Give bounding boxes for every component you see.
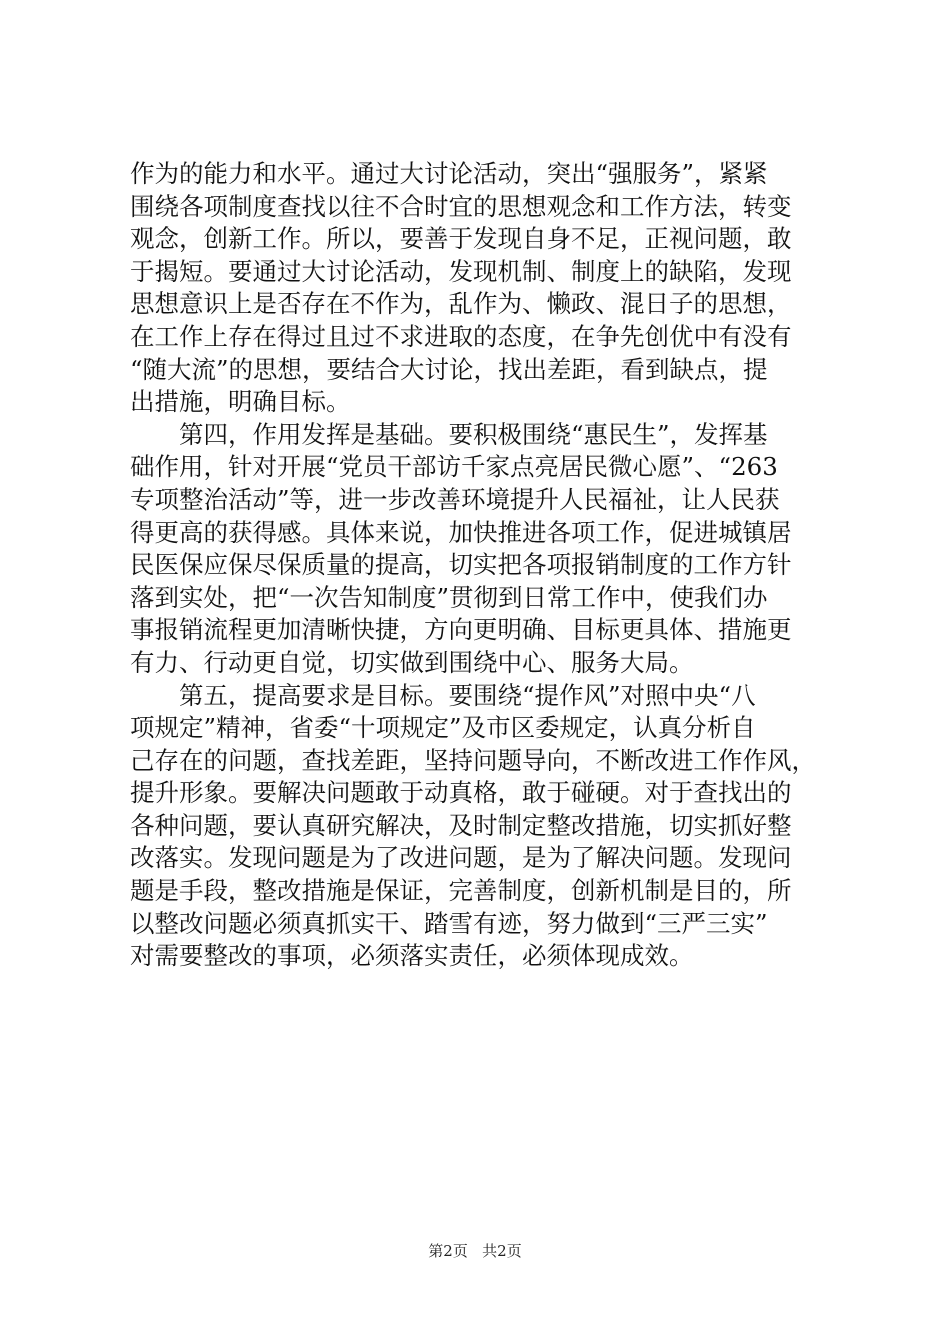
text-line: 在工作上存在得过且过不求进取的态度，在争先创优中有没有 [130, 321, 792, 351]
text-line: 思想意识上是否存在不作为，乱作为、懒政、混日子的思想， [130, 289, 792, 319]
footer-spacer [473, 1242, 478, 1260]
text-line: “随大流”的思想，要结合大讨论，找出差距，看到缺点，提 [130, 354, 768, 384]
text-line: 项规定”精神，省委“十项规定”及市区委规定，认真分析自 [130, 713, 756, 743]
text-line: 得更高的获得感。具体来说，加快推进各项工作，促进城镇居 [130, 517, 792, 547]
text-line: 作为的能力和水平。通过大讨论活动，突出“强服务”，紧紧 [130, 159, 768, 188]
text-line: 题是手段，整改措施是保证，完善制度，创新机制是目的，所 [130, 876, 792, 906]
text-line: 础作用，针对开展“党员干部访千家点亮居民微心愿”、“263 [130, 452, 778, 482]
text-line: 专项整治活动”等，进一步改善环境提升人民福祉，让人民获 [130, 484, 780, 514]
text-line: 围绕各项制度查找以往不合时宜的思想观念和工作方法，转变 [130, 191, 792, 221]
text-line: 第四，作用发挥是基础。要积极围绕“惠民生”，发挥基 [130, 419, 768, 449]
text-line: 民医保应保尽保质量的提高，切实把各项报销制度的工作方针 [130, 550, 792, 580]
page-number-total: 共2页 [482, 1242, 522, 1260]
text-line: 提升形象。要解决问题敢于动真格，敢于碰硬。对于查找出的 [130, 778, 792, 808]
text-line: 各种问题，要认真研究解决，及时制定整改措施，切实抓好整 [130, 810, 792, 840]
text-line: 有力、行动更自觉，切实做到围绕中心、服务大局。 [130, 647, 694, 677]
text-line: 观念，创新工作。所以，要善于发现自身不足，正视问题，敢 [130, 224, 792, 254]
text-line: 以整改问题必须真抓实干、踏雪有迹，努力做到“三严三实” [130, 908, 768, 938]
text-line: 改落实。发现问题是为了改进问题，是为了解决问题。发现问 [130, 843, 792, 873]
text-line: 对需要整改的事项，必须落实责任，必须体现成效。 [130, 941, 694, 971]
text-line: 于揭短。要通过大讨论活动，发现机制、制度上的缺陷，发现 [130, 256, 792, 286]
text-line: 第五，提高要求是目标。要围绕“提作风”对照中央“八 [130, 680, 756, 710]
text-line: 己存在的问题，查找差距，坚持问题导向，不断改进工作作风， [130, 745, 816, 775]
page-number-current: 第2页 [428, 1242, 468, 1260]
text-line: 落到实处，把“一次告知制度”贯彻到日常工作中，使我们办 [130, 582, 768, 612]
body-text [130, 158, 830, 973]
page-footer [0, 1241, 950, 1261]
text-line: 出措施，明确目标。 [130, 387, 351, 417]
text-line: 事报销流程更加清晰快捷，方向更明确、目标更具体、措施更 [130, 615, 792, 645]
